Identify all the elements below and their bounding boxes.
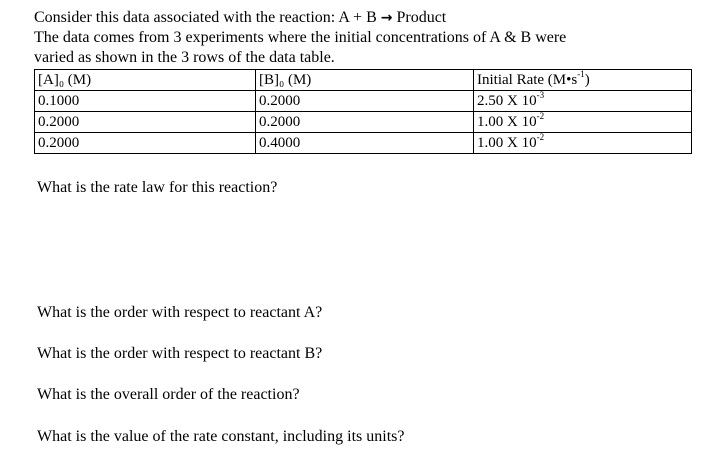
header-rate-text: Initial Rate (M•s [477,72,578,88]
rate-exponent: -2 [536,111,545,121]
rate-exponent: -3 [536,90,545,100]
cell-a: 0.2000 [35,133,256,154]
intro-line-2: The data comes from 3 experiments where the initial concentrations of A & B were [34,29,567,46]
data-table [34,69,692,154]
question-order-a: What is the order with respect to reactant A? [37,304,323,321]
cell-rate [474,91,692,112]
rate-exponent: -2 [536,132,545,142]
table-header-row [35,70,692,91]
intro-line-3: varied as shown in the 3 rows of the data table. [34,49,335,66]
cell-rate [474,133,692,154]
problem-intro [34,8,694,68]
right-arrow-icon: → [380,10,393,26]
cell-b: 0.2000 [256,91,474,112]
header-b-conc: [B]₀ (M) [256,70,474,91]
cell-b: 0.2000 [256,112,474,133]
rate-mantissa: 1.00 X 10 [477,114,537,130]
cell-a: 0.1000 [35,91,256,112]
question-rate-constant: What is the value of the rate constant, including its units? [37,428,405,445]
question-overall-order: What is the overall order of the reaction? [37,386,300,403]
rate-mantissa: 2.50 X 10 [477,93,537,109]
header-a-conc: [A]₀ (M) [35,70,256,91]
header-rate-sup: -1 [577,69,585,79]
rate-mantissa: 1.00 X 10 [477,135,537,151]
reaction-text: Consider this data associated with the reaction: A + B [34,9,381,26]
table-row [35,112,692,133]
question-order-b: What is the order with respect to reactant B? [37,345,323,362]
table-row [35,91,692,112]
product-text: Product [392,9,447,26]
header-initial-rate [474,70,692,91]
question-rate-law: What is the rate law for this reaction? [37,179,278,196]
header-rate-close: ) [584,72,590,88]
cell-rate [474,112,692,133]
cell-b: 0.4000 [256,133,474,154]
reaction-line [34,8,694,28]
cell-a: 0.2000 [35,112,256,133]
table-row [35,133,692,154]
